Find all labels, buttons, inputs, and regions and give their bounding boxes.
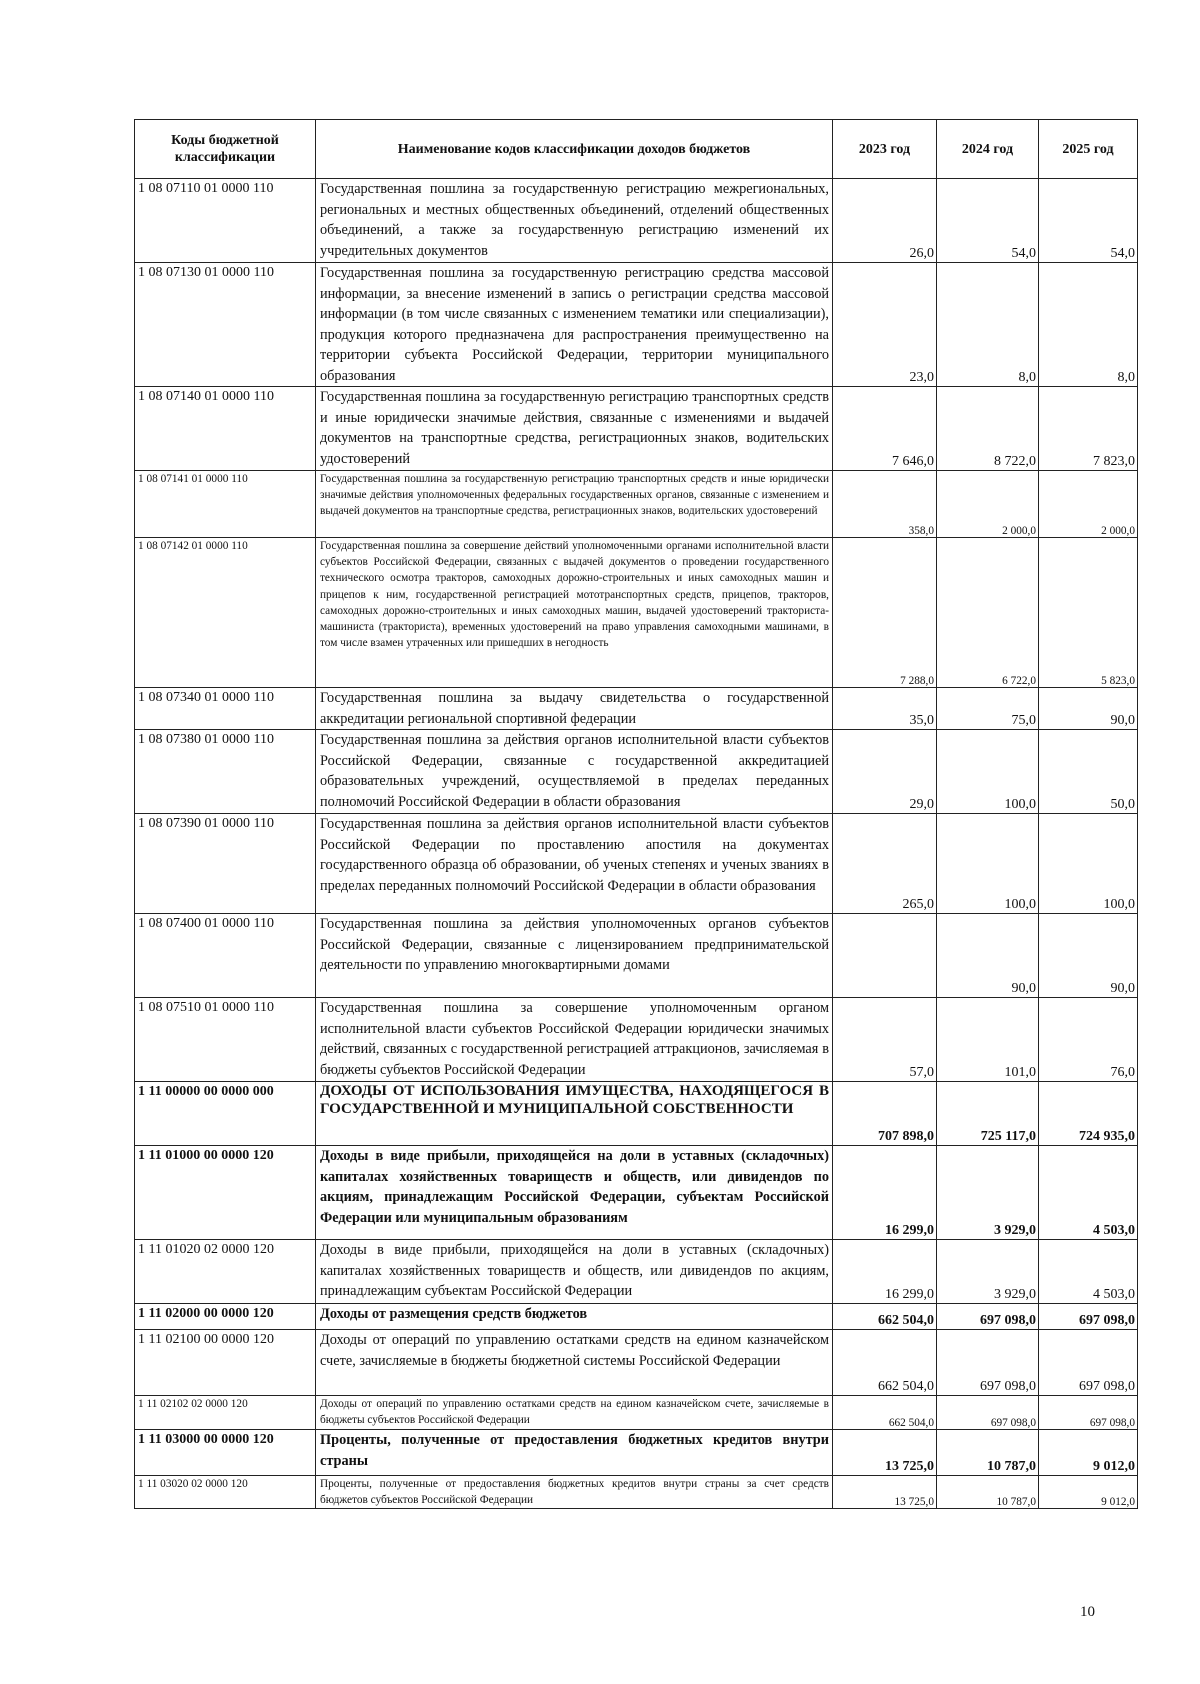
table-row bbox=[135, 179, 1138, 263]
row-code: 1 08 07141 01 0000 110 bbox=[135, 471, 316, 538]
row-value-2025: 100,0 bbox=[1039, 814, 1138, 914]
row-value-2025: 4 503,0 bbox=[1039, 1146, 1138, 1240]
row-code: 1 11 02100 00 0000 120 bbox=[135, 1330, 316, 1396]
row-code: 1 08 07380 01 0000 110 bbox=[135, 730, 316, 814]
row-value-2025: 697 098,0 bbox=[1039, 1304, 1138, 1330]
row-name: ДОХОДЫ ОТ ИСПОЛЬЗОВАНИЯ ИМУЩЕСТВА, НАХОДЯЩЕГОСЯ В ГОСУДАРСТВЕННОЙ И МУНИЦИПАЛЬНОЙ СОБСТВЕННОСТИ bbox=[316, 1082, 833, 1146]
row-value-2023: 662 504,0 bbox=[833, 1304, 937, 1330]
table-row bbox=[135, 387, 1138, 471]
row-value-2023: 13 725,0 bbox=[833, 1430, 937, 1476]
row-code: 1 08 07340 01 0000 110 bbox=[135, 688, 316, 730]
table-row bbox=[135, 1330, 1138, 1396]
row-code: 1 08 07390 01 0000 110 bbox=[135, 814, 316, 914]
row-name: Государственная пошлина за действия органов исполнительной власти субъектов Российской Федерации, связанные с государственной аккредитацией образовательных учреждений, осуществляемой в пределах переданных полномочий Российской Федерации в области образования bbox=[316, 730, 833, 814]
row-value-2024: 6 722,0 bbox=[937, 538, 1039, 688]
row-code: 1 08 07142 01 0000 110 bbox=[135, 538, 316, 688]
table-row bbox=[135, 814, 1138, 914]
row-value-2023: 26,0 bbox=[833, 179, 937, 263]
row-code: 1 08 07510 01 0000 110 bbox=[135, 998, 316, 1082]
row-value-2025: 90,0 bbox=[1039, 914, 1138, 998]
row-name: Государственная пошлина за действия уполномоченных органов субъектов Российской Федерации, связанные с лицензированием предпринимательской деятельности по управлению многоквартирными домами bbox=[316, 914, 833, 998]
header-2024: 2024 год bbox=[937, 120, 1039, 179]
row-value-2023: 57,0 bbox=[833, 998, 937, 1082]
row-value-2025: 697 098,0 bbox=[1039, 1330, 1138, 1396]
row-code: 1 08 07140 01 0000 110 bbox=[135, 387, 316, 471]
row-value-2024: 697 098,0 bbox=[937, 1304, 1039, 1330]
row-value-2025: 724 935,0 bbox=[1039, 1082, 1138, 1146]
row-value-2025: 697 098,0 bbox=[1039, 1396, 1138, 1430]
row-value-2024: 10 787,0 bbox=[937, 1430, 1039, 1476]
table-body bbox=[135, 179, 1138, 1509]
row-value-2025: 9 012,0 bbox=[1039, 1430, 1138, 1476]
table-row bbox=[135, 1240, 1138, 1304]
table-row bbox=[135, 1430, 1138, 1476]
row-code: 1 11 02102 02 0000 120 bbox=[135, 1396, 316, 1430]
row-value-2023: 35,0 bbox=[833, 688, 937, 730]
header-2023: 2023 год bbox=[833, 120, 937, 179]
row-value-2025: 5 823,0 bbox=[1039, 538, 1138, 688]
row-value-2023: 29,0 bbox=[833, 730, 937, 814]
row-name: Государственная пошлина за действия органов исполнительной власти субъектов Российской Федерации по проставлению апостиля на документах государственного образца об образовании, об ученых степенях и ученых званиях в пределах переданных полномочий Российской Федерации в области образования bbox=[316, 814, 833, 914]
row-value-2023: 7 288,0 bbox=[833, 538, 937, 688]
row-value-2024: 101,0 bbox=[937, 998, 1039, 1082]
row-code: 1 11 01000 00 0000 120 bbox=[135, 1146, 316, 1240]
row-value-2023: 265,0 bbox=[833, 814, 937, 914]
row-code: 1 08 07130 01 0000 110 bbox=[135, 263, 316, 387]
row-value-2024: 90,0 bbox=[937, 914, 1039, 998]
row-code: 1 11 03000 00 0000 120 bbox=[135, 1430, 316, 1476]
row-name: Государственная пошлина за государственную регистрацию транспортных средств и иные юридически значимые действия, связанные с изменениями и выдачей документов на транспортные средства, регистрационных знаков, водительских удостоверений bbox=[316, 387, 833, 471]
table-row bbox=[135, 1304, 1138, 1330]
table-row bbox=[135, 998, 1138, 1082]
row-name: Государственная пошлина за выдачу свидетельства о государственной аккредитации региональной спортивной федерации bbox=[316, 688, 833, 730]
row-name: Государственная пошлина за государственную регистрацию межрегиональных, региональных и местных общественных объединений, отделений общественных объединений, а также за государственную регистрацию изменений их учредительных документов bbox=[316, 179, 833, 263]
table-header-row bbox=[135, 120, 1138, 179]
row-value-2024: 3 929,0 bbox=[937, 1146, 1039, 1240]
row-value-2024: 3 929,0 bbox=[937, 1240, 1039, 1304]
table-row bbox=[135, 263, 1138, 387]
row-code: 1 08 07400 01 0000 110 bbox=[135, 914, 316, 998]
row-value-2023: 707 898,0 bbox=[833, 1082, 937, 1146]
row-name: Доходы от операций по управлению остатками средств на едином казначейском счете, зачисляемые в бюджеты субъектов Российской Федерации bbox=[316, 1396, 833, 1430]
row-value-2024: 54,0 bbox=[937, 179, 1039, 263]
row-name: Доходы от операций по управлению остатками средств на едином казначейском счете, зачисляемые в бюджеты бюджетной системы Российской Федерации bbox=[316, 1330, 833, 1396]
row-value-2024: 100,0 bbox=[937, 730, 1039, 814]
row-value-2024: 100,0 bbox=[937, 814, 1039, 914]
row-code: 1 08 07110 01 0000 110 bbox=[135, 179, 316, 263]
row-name: Государственная пошлина за совершение действий уполномоченными органами исполнительной власти субъектов Российской Федерации, связанных с выдачей документов о проведении государственного технического осмотра тракторов, самоходных дорожно-строительных и иных самоходных машин и прицепов к ним, государственной регистрацией мототранспортных средств, прицепов, тракторов, самоходных дорожно-строительных и иных самоходных машин, выдачей удостоверений тракториста-машиниста (тракториста), временных удостоверений на право управления самоходными машинами, в том числе взамен утраченных или пришедших в негодность bbox=[316, 538, 833, 688]
row-value-2024: 2 000,0 bbox=[937, 471, 1039, 538]
row-value-2024: 725 117,0 bbox=[937, 1082, 1039, 1146]
header-code: Коды бюджетной классификации bbox=[135, 120, 316, 179]
row-value-2023: 662 504,0 bbox=[833, 1330, 937, 1396]
row-value-2025: 9 012,0 bbox=[1039, 1476, 1138, 1509]
row-value-2025: 2 000,0 bbox=[1039, 471, 1138, 538]
page-number: 10 bbox=[1080, 1604, 1095, 1620]
row-value-2023: 16 299,0 bbox=[833, 1146, 937, 1240]
header-name: Наименование кодов классификации доходов бюджетов bbox=[316, 120, 833, 179]
row-value-2025: 54,0 bbox=[1039, 179, 1138, 263]
row-value-2025: 76,0 bbox=[1039, 998, 1138, 1082]
table-row bbox=[135, 538, 1138, 688]
row-value-2025: 4 503,0 bbox=[1039, 1240, 1138, 1304]
row-value-2024: 10 787,0 bbox=[937, 1476, 1039, 1509]
table-row bbox=[135, 1396, 1138, 1430]
row-value-2024: 697 098,0 bbox=[937, 1396, 1039, 1430]
row-value-2023: 16 299,0 bbox=[833, 1240, 937, 1304]
row-name: Государственная пошлина за государственную регистрацию средства массовой информации, за внесение изменений в запись о регистрации средства массовой информации (в том числе связанных с изменением тематики или специализации), продукция которого предназначена для распространения преимущественно на территории субъекта Российской Федерации, территории муниципального образования bbox=[316, 263, 833, 387]
row-value-2025: 8,0 bbox=[1039, 263, 1138, 387]
revenue-classification-table bbox=[134, 119, 1138, 1509]
row-name: Доходы в виде прибыли, приходящейся на доли в уставных (складочных) капиталах хозяйственных товариществ и обществ, или дивидендов по акциям, принадлежащим субъектам Российской Федерации bbox=[316, 1240, 833, 1304]
table-row bbox=[135, 1476, 1138, 1509]
table-row bbox=[135, 1082, 1138, 1146]
row-value-2023: 358,0 bbox=[833, 471, 937, 538]
table-row bbox=[135, 730, 1138, 814]
row-code: 1 11 01020 02 0000 120 bbox=[135, 1240, 316, 1304]
row-value-2023: 13 725,0 bbox=[833, 1476, 937, 1509]
row-name: Проценты, полученные от предоставления бюджетных кредитов внутри страны bbox=[316, 1430, 833, 1476]
row-value-2023: 662 504,0 bbox=[833, 1396, 937, 1430]
row-code: 1 11 00000 00 0000 000 bbox=[135, 1082, 316, 1146]
row-value-2025: 50,0 bbox=[1039, 730, 1138, 814]
table-row bbox=[135, 1146, 1138, 1240]
row-name: Государственная пошлина за совершение уполномоченным органом исполнительной власти субъектов Российской Федерации юридически значимых действий, связанных с государственной регистрацией аттракционов, зачисляемая в бюджеты субъектов Российской Федерации bbox=[316, 998, 833, 1082]
row-value-2023: 7 646,0 bbox=[833, 387, 937, 471]
row-value-2024: 8,0 bbox=[937, 263, 1039, 387]
table-row bbox=[135, 471, 1138, 538]
row-name: Доходы в виде прибыли, приходящейся на доли в уставных (складочных) капиталах хозяйственных товариществ и обществ, или дивидендов по акциям, принадлежащим Российской Федерации, субъектам Российской Федерации или муниципальным образованиям bbox=[316, 1146, 833, 1240]
row-name: Проценты, полученные от предоставления бюджетных кредитов внутри страны за счет средств бюджетов субъектов Российской Федерации bbox=[316, 1476, 833, 1509]
table-row bbox=[135, 688, 1138, 730]
row-value-2024: 697 098,0 bbox=[937, 1330, 1039, 1396]
header-2025: 2025 год bbox=[1039, 120, 1138, 179]
row-name: Государственная пошлина за государственную регистрацию транспортных средств и иные юридически значимые действия уполномоченных федеральных государственных органов, связанные с изменением и выдачей документов на транспортные средства, регистрационных знаков, водительских удостоверений bbox=[316, 471, 833, 538]
row-code: 1 11 02000 00 0000 120 bbox=[135, 1304, 316, 1330]
row-value-2023: 23,0 bbox=[833, 263, 937, 387]
row-value-2024: 8 722,0 bbox=[937, 387, 1039, 471]
row-value-2024: 75,0 bbox=[937, 688, 1039, 730]
row-code: 1 11 03020 02 0000 120 bbox=[135, 1476, 316, 1509]
table-row bbox=[135, 914, 1138, 998]
row-value-2023 bbox=[833, 914, 937, 998]
row-name: Доходы от размещения средств бюджетов bbox=[316, 1304, 833, 1330]
row-value-2025: 7 823,0 bbox=[1039, 387, 1138, 471]
row-value-2025: 90,0 bbox=[1039, 688, 1138, 730]
